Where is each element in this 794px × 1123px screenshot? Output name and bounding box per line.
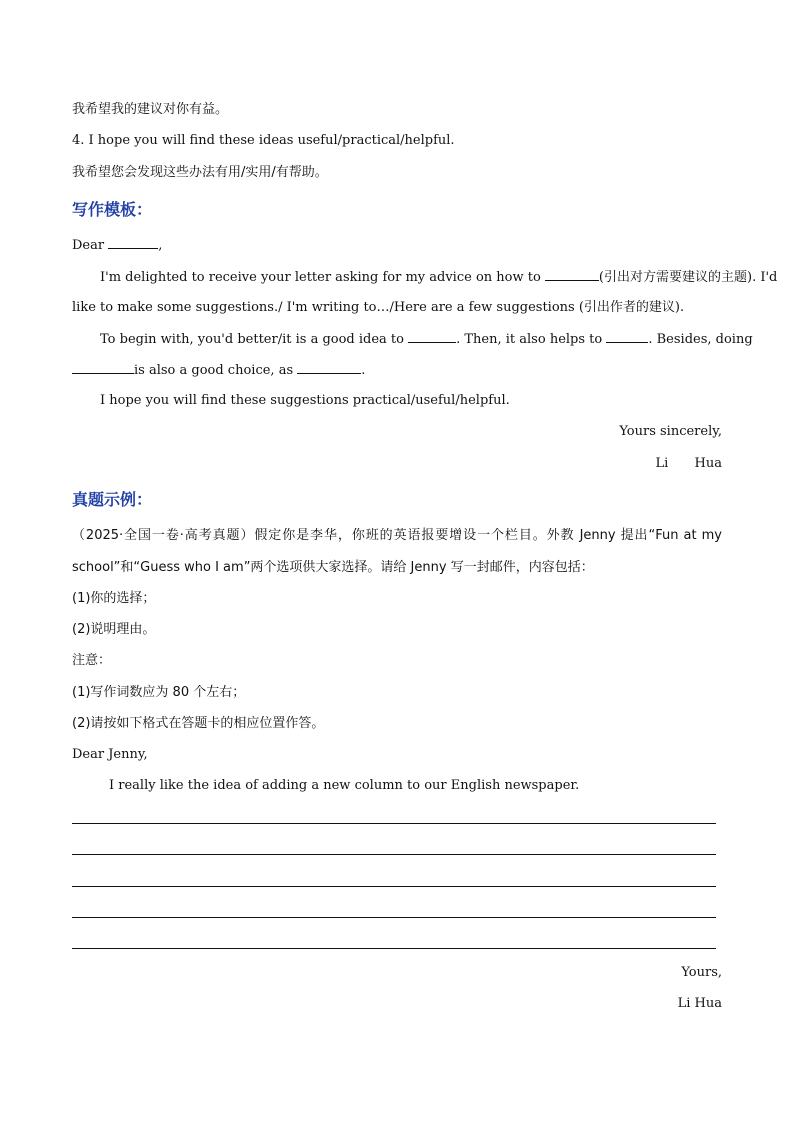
template-signature [655, 455, 722, 473]
template-salutation [72, 236, 162, 255]
advice-line-en: 4. I hope you will find these ideas useful/practical/helpful. [72, 133, 455, 148]
para2-text-d: is also a good choice, as [134, 363, 294, 378]
blank-3 [72, 361, 134, 374]
example-point1: (1)你的选择； [72, 591, 156, 606]
template-heading: 写作模板： [72, 200, 153, 219]
template-closing: Yours sincerely, [619, 424, 722, 439]
para1-text-a: I'm delighted to receive your letter asking for my advice on how to [100, 270, 541, 285]
signature-first: Li [655, 456, 669, 471]
signature-last: Hua [694, 456, 722, 471]
example-intro-line2: school”和“Guess who I am”两个选项供大家选择。请给 Jenny 写一封邮件，内容包括： [72, 560, 594, 575]
answer-line[interactable] [72, 948, 716, 949]
para1-text-b: (引出对方需要建议的主题). I'd [598, 270, 778, 285]
template-para1-line1 [100, 268, 778, 287]
example-closing: Yours, [681, 965, 722, 980]
advice-line-zh-2: 我希望您会发现这些办法有用/实用/有帮助。 [72, 165, 328, 180]
para2-text-e: . [361, 363, 366, 378]
blank-1 [408, 330, 456, 343]
example-heading: 真题示例： [72, 490, 153, 509]
example-salutation: Dear Jenny, [72, 747, 148, 762]
template-para2-line1 [100, 330, 753, 349]
example-point2: (2)说明理由。 [72, 622, 156, 637]
example-notice2: (2)请按如下格式在答题卡的相应位置作答。 [72, 716, 325, 731]
blank-name [108, 236, 158, 249]
salutation-comma: , [158, 238, 163, 253]
blank-topic [545, 268, 599, 281]
answer-line[interactable] [72, 854, 716, 855]
template-para2-line2 [72, 361, 365, 380]
advice-line-zh: 我希望我的建议对你有益。 [72, 102, 229, 117]
para2-text-a: To begin with, you'd better/it is a good idea to [100, 332, 404, 347]
example-signature: Li Hua [677, 996, 722, 1011]
blank-2 [606, 330, 648, 343]
example-opening: I really like the idea of adding a new column to our English newspaper. [109, 778, 580, 793]
para2-text-c: . Besides, doing [648, 332, 753, 347]
example-notice-label: 注意： [72, 653, 112, 668]
para2-text-b: . Then, it also helps to [456, 332, 603, 347]
salutation-prefix: Dear [72, 238, 105, 253]
example-notice1: (1)写作词数应为 80 个左右； [72, 685, 246, 700]
blank-4 [297, 361, 361, 374]
answer-line[interactable] [72, 917, 716, 918]
example-intro-line1: （2025·全国一卷·高考真题）假定你是李华，你班的英语报要增设一个栏目。外教 Jenny 提出“Fun at my [72, 528, 722, 543]
answer-line[interactable] [72, 886, 716, 887]
template-para1-line2: like to make some suggestions./ I'm writing to…/Here are a few suggestions (引出作者的建议). [72, 300, 685, 315]
answer-line[interactable] [72, 823, 716, 824]
template-para3: I hope you will find these suggestions practical/useful/helpful. [100, 393, 510, 408]
